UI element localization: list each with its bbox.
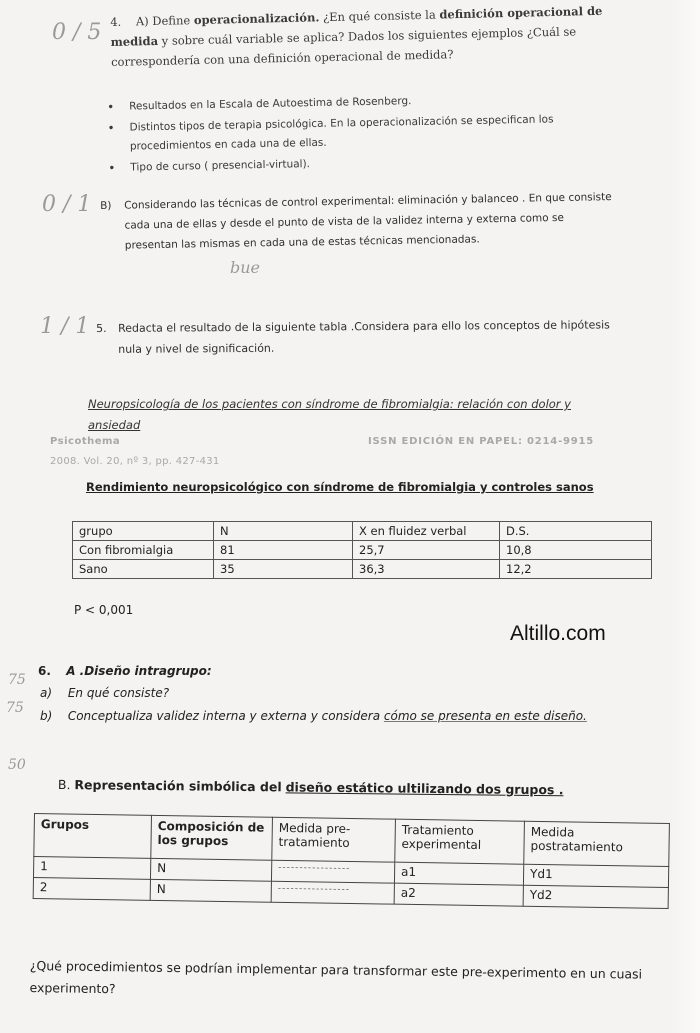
question-6a [40, 686, 169, 700]
table-cell: a1 [394, 862, 523, 885]
table-header-cell: Grupos [34, 814, 152, 859]
question-text: y sobre cuál variable se aplica? Dados los siguientes ejemplos ¿Cuál se correspondería con una definición operacional de medida? [110, 24, 577, 69]
table-cell: N [150, 879, 271, 902]
question-keyword: definición operacional de medida [110, 3, 603, 49]
table-cell: 12,2 [500, 560, 652, 579]
question-text: A) Define [135, 13, 191, 29]
table-cell: Yd2 [523, 885, 668, 908]
table-header-row [73, 522, 652, 541]
q4-examples-list [105, 88, 626, 180]
table-header-cell: Medida pre-tratamiento [272, 817, 396, 862]
handwritten-score-q5: 1 / 1 [40, 314, 90, 339]
question-title: A .Diseño intragrupo: [66, 664, 212, 678]
handwritten-score-q6b: 75 [6, 700, 24, 716]
table-cell: Con fibromialgia [73, 541, 214, 560]
question-label: B) [100, 199, 112, 212]
table-cell: 35 [214, 560, 353, 579]
handwritten-score-q6a: 75 [8, 672, 26, 688]
table-cell: 81 [214, 541, 353, 560]
table-header-cell: Composición de los grupos [151, 815, 273, 860]
table-header-cell: D.S. [500, 522, 652, 541]
p-value: P < 0,001 [74, 603, 134, 617]
question-text: cómo se presenta en este diseño. [383, 709, 587, 723]
question-4 [110, 0, 641, 72]
question-label: 5. [96, 321, 107, 335]
question-number: 4. [110, 14, 122, 29]
table-header-cell: X en fluidez verbal [353, 522, 500, 541]
question-label: B. [57, 777, 71, 793]
journal-citation: 2008. Vol. 20, nº 3, pp. 427-431 [50, 456, 220, 467]
table-title: Rendimiento neuropsicológico con síndrome de fibromialgia y controles sanos [86, 480, 594, 494]
table-cell: 2 [33, 877, 150, 900]
page-edge-shadow [670, 0, 700, 1033]
question-text: diseño estático ultilizando dos grupos . [285, 779, 564, 798]
table-cell: 25,7 [353, 541, 500, 560]
question-6-b [58, 777, 564, 797]
results-table [72, 521, 652, 579]
table-row [73, 541, 652, 560]
question-text: Redacta el resultado de la siguiente tabla .Considera para ello los conceptos de hipótesis nula y nivel de significación. [118, 318, 610, 356]
table-cell: a2 [394, 883, 523, 906]
list-item: • Tipo de curso ( presencial-virtual). [106, 149, 626, 178]
question-label: b) [40, 709, 53, 723]
question-text: Conceptualiza validez interna y externa y considera [67, 709, 381, 723]
article-title: Neuropsicología de los pacientes con síndrome de fibromialgia: relación con dolor y ansiedad [88, 397, 571, 432]
table-header-cell: N [214, 522, 353, 541]
question-6b [40, 709, 587, 723]
list-item: • Distintos tipos de terapia psicológica. En la operacionalización se especifican los procedimientos en cada una de ellas. [105, 109, 626, 157]
table-cell: ----------------- [271, 881, 394, 904]
table-header-cell: Tratamiento experimental [395, 819, 525, 864]
question-label: a) [40, 686, 53, 700]
table-cell: ----------------- [271, 860, 394, 883]
handwritten-score-q6-b: 50 [8, 757, 26, 773]
watermark: Altillo.com [510, 622, 606, 645]
question-text: Representación simbólica del [74, 777, 282, 795]
handwritten-score-qb: 0 / 1 [42, 192, 92, 217]
handwritten-note: bue [230, 258, 261, 277]
table-cell: 36,3 [353, 560, 500, 579]
design-table [33, 813, 670, 909]
table-cell: Sano [73, 560, 214, 579]
table-row [73, 560, 652, 579]
journal-name: Psicothema [50, 436, 121, 447]
table-header-cell: Medida postratamiento [524, 821, 670, 866]
journal-issn: ISSN EDICIÓN EN PAPEL: 0214-9915 [368, 436, 595, 447]
table-cell: 1 [33, 857, 150, 880]
question-text: Considerando las técnicas de control experimental: eliminación y balanceo . En que consiste cada una de ellas y desde el punto de vista de la validez interna y externa como se presentan las mismas en cada una de estas técnicas mencionadas. [124, 191, 612, 252]
question-text: ¿En qué consiste la [322, 7, 436, 25]
question-6 [38, 664, 212, 678]
question-5 [96, 314, 616, 360]
table-header-cell: grupo [73, 522, 214, 541]
final-question: ¿Qué procedimientos se podrían implementar para transformar este pre-experimento en un cuasi experimento? [29, 957, 643, 997]
table-cell: 10,8 [500, 541, 652, 560]
handwritten-score-q4: 0 / 5 [52, 20, 102, 45]
question-number: 6. [38, 664, 51, 678]
table-cell: Yd1 [523, 864, 668, 887]
question-keyword: operacionalización. [193, 10, 320, 28]
list-item: • Resultados en la Escala de Autoestima de Rosenberg. [105, 88, 625, 117]
question-text: En qué consiste? [67, 686, 170, 700]
question-4b [100, 187, 616, 256]
table-cell: N [150, 858, 271, 881]
